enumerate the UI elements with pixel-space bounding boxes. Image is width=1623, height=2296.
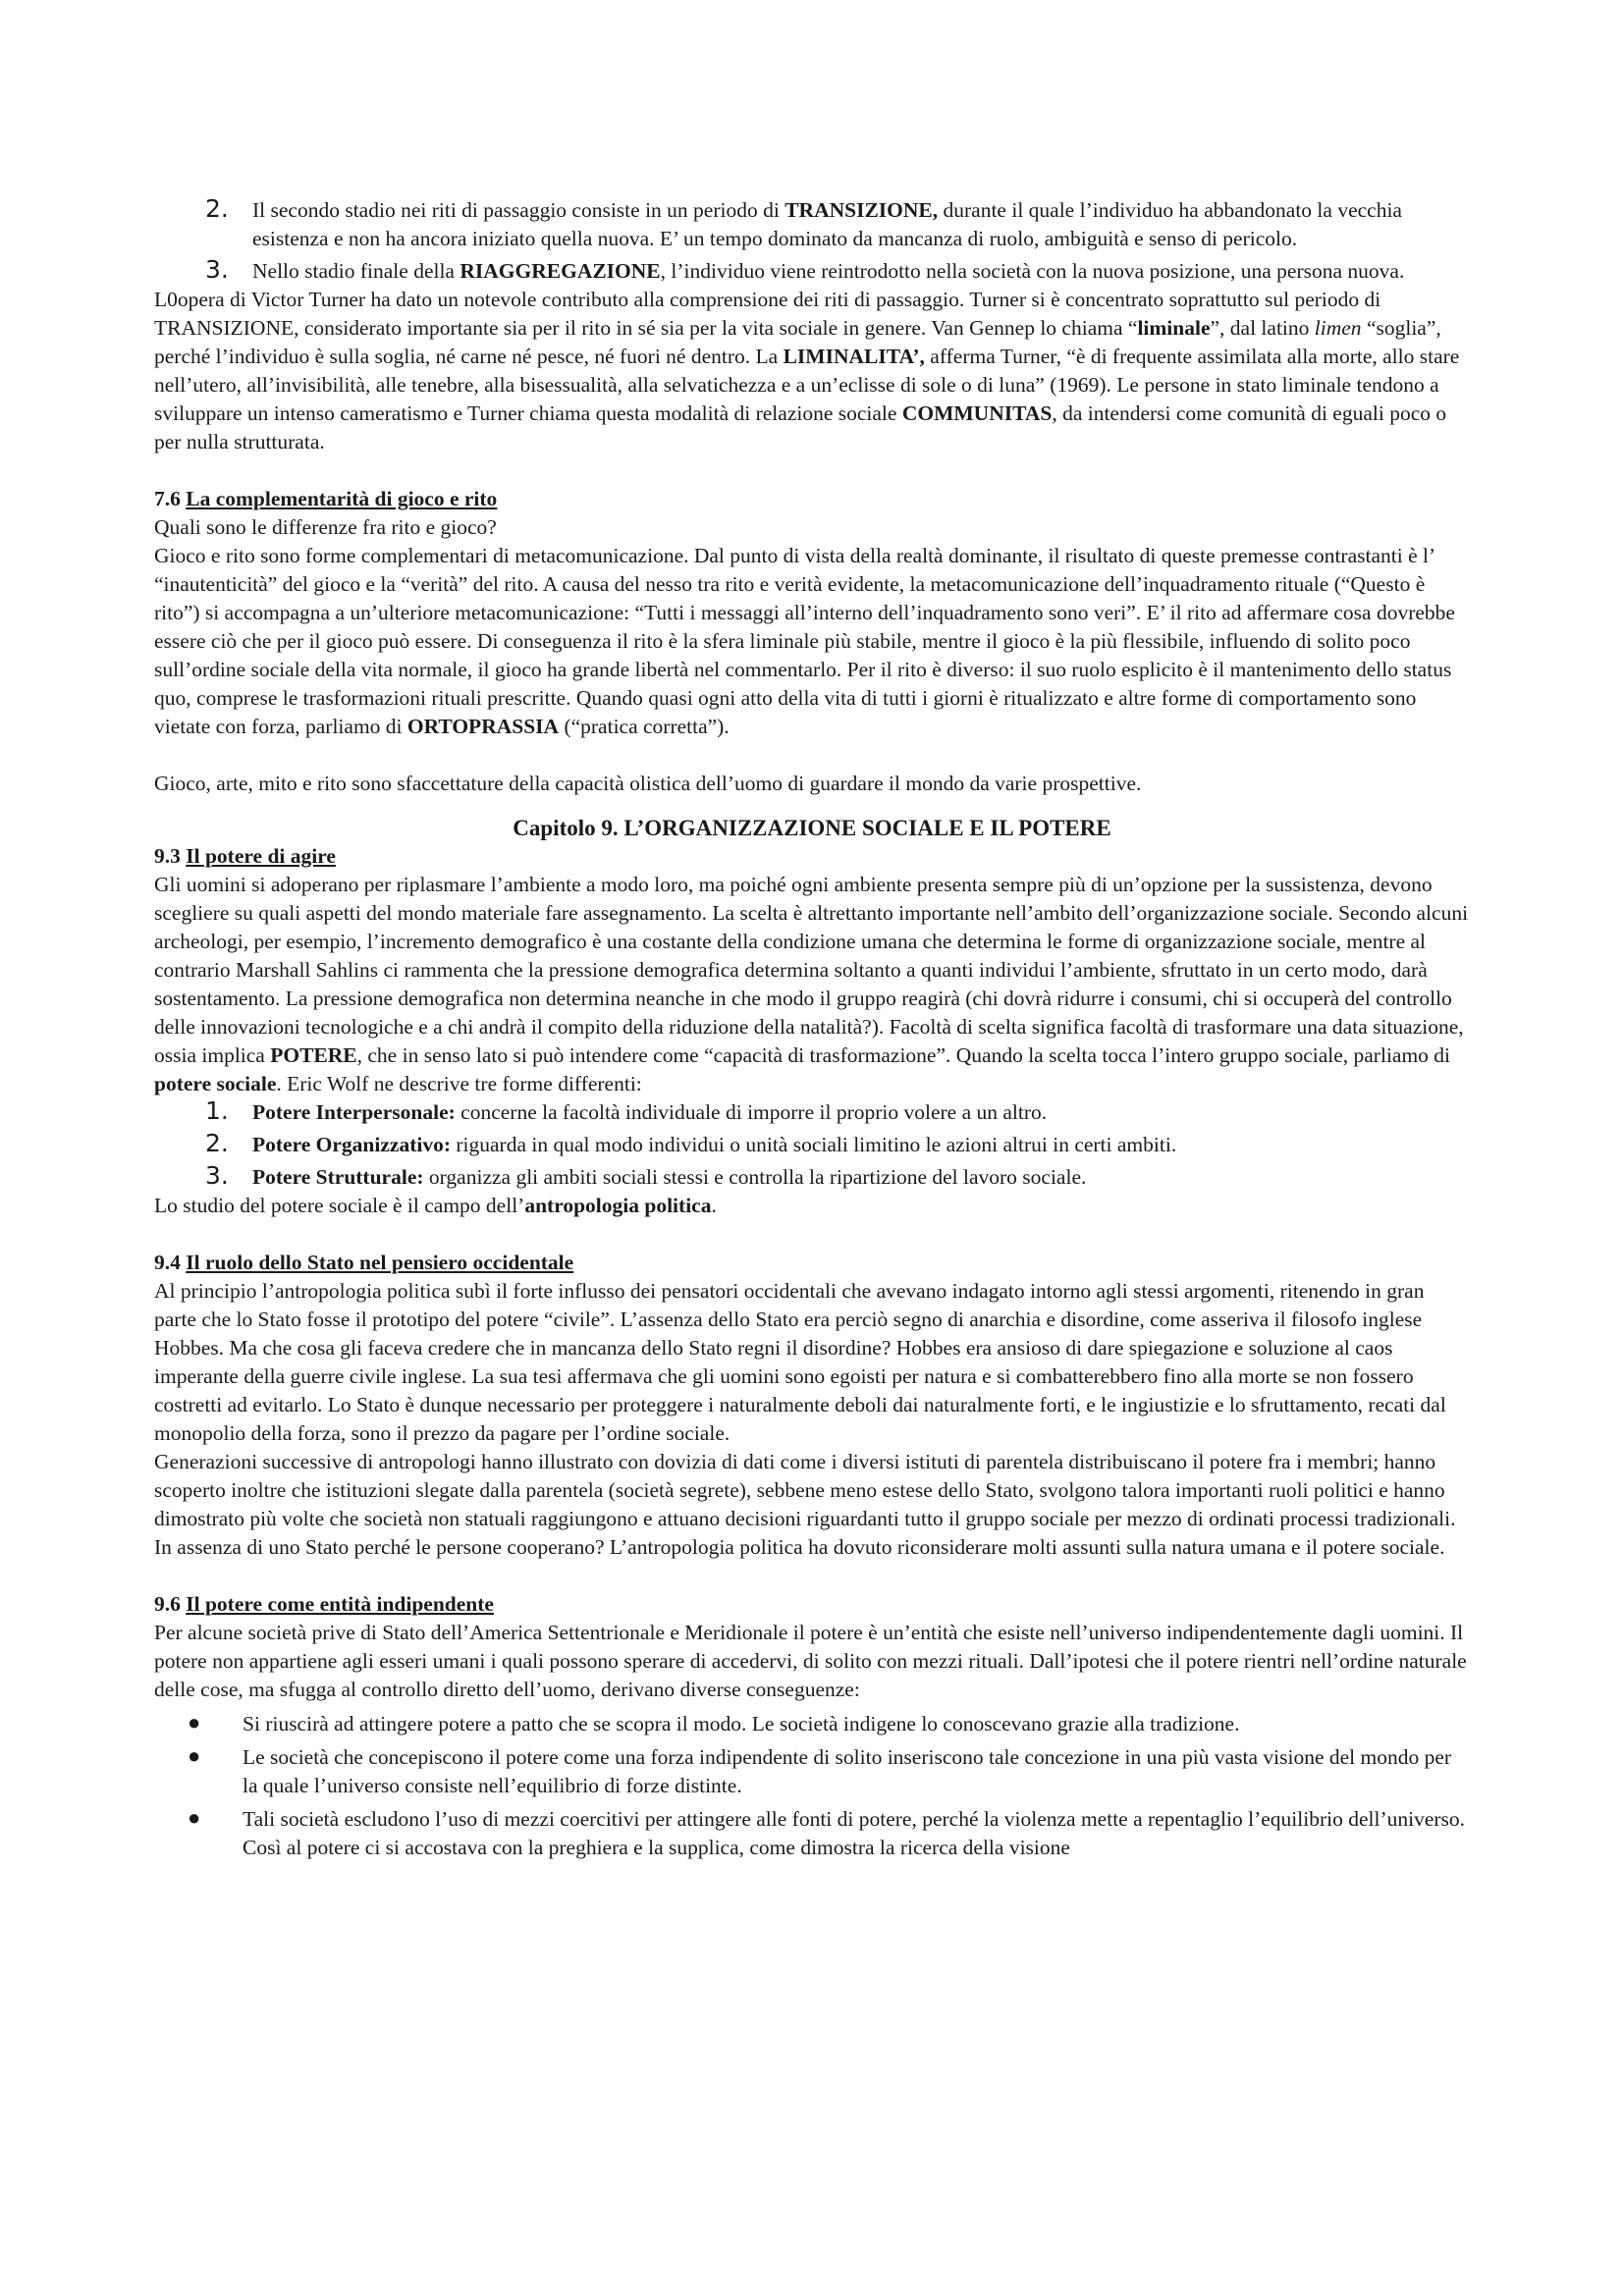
paragraph-hobbes: Al principio l’antropologia politica subì il forte influsso dei pensatori occidentali che avevano indagato intorno agli stessi argomenti, ritenendo in gran parte che lo Stato fosse il prototipo del potere “civile”. L’assenza dello Stato era perciò segno di anarchia e disordine, come asseriva il filosofo inglese Hobbes. Ma che cosa gli faceva credere che in mancanza dello Stato regni il disordine? Hobbes era ansioso di dare spiegazione e soluzione al caos imperante della guerre civile inglese. La sua tesi affermava che gli uomini sono egoisti per natura e si combatterebbero fino alla morte se non fossero costretti ad evitarlo. Lo Stato è dunque necessario per proteggere i naturalmente deboli dai naturalmente forti, e le ingiustizie e lo sfruttamento, recati dal monopolio della forza, sono il prezzo da pagare per l’ordine sociale. [154,1279,1446,1445]
list-item: 2. Il secondo stadio nei riti di passaggio consiste in un periodo di TRANSIZIONE, durante il quale l’individuo ha abbandonato la vecchia esistenza e non ha ancora iniziato quella nuova. E’ un tempo dominato da mancanza di ruolo, ambiguità e senso di pericolo. [205,194,1402,250]
section-heading-9-6: 9.6 Il potere come entità indipendente [154,1592,494,1616]
bullet-item: ● Tali società escludono l’uso di mezzi coercitivi per attingere alle fonti di potere, perché la violenza mette a repentaglio l’equilibrio dell’universo. Così al potere ci si accostava con la preghiera e la supplica, come dimostra la ricerca della visione [188,1805,1466,1859]
list-number: 2. [205,194,229,223]
list-number: 3. [205,255,229,284]
paragraph-potere-agire: Gli uomini si adoperano per riplasmare l’ambiente a modo loro, ma poiché ogni ambiente presenta sempre più di un’opzione per la sussistenza, devono scegliere su quali aspetti del mondo materiale fare assegnamento. La scelta è altrettanto importante nell’ambito dell’organizzazione sociale. Secondo alcuni archeologi, per esempio, l’incremento demografico è una costante della condizione umana che determina le forme di organizzazione sociale, mentre al contrario Marshall Sahlins ci rammenta che la pressione demografica determina soltanto a quanti individui l’ambiente, sfruttato in un certo modo, darà sostentamento. La pressione demografica non determina neanche in che modo il gruppo reagirà (chi dovrà ridurre i consumi, chi si occuperà del controllo delle innovazioni tecnologiche e a chi andrà il compito della riduzione della natalità?). Facoltà di scelta significa facoltà di trasformare una data situazione, ossia implica POTERE, che in senso lato si può intendere come “capacità di trasformazione”. Quando la scelta tocca l’intero gruppo sociale, parliamo di potere sociale. Eric Wolf ne descrive tre forme differenti: [154,873,1469,1095]
paragraph-generazioni: Generazioni successive di antropologi hanno illustrato con dovizia di dati come i diversi istituti di parentela distribuiscano il potere fra i membri; hanno scoperto inoltre che istituzioni slegate dalla parentela (società segrete), sebbene meno estese dello Stato, svolgono talora importanti ruoli politici e hanno dimostrato più volte che società non statuali raggiungono e attuano decisioni riguardanti tutto il gruppo sociale per mezzo di ordinati processi tradizionali. In assenza di uno Stato perché le persone cooperano? L’antropologia politica ha dovuto riconsiderare molti assunti sulla natura umana e il potere sociale. [154,1450,1456,1559]
list-number: 3. [205,1161,229,1190]
power-forms-list [154,1098,1470,1192]
bullet-item: ● Le società che concepiscono il potere come una forza indipendente di solito inseriscono tale concezione in una più vasta visione del mondo per la quale l’universo consiste nell’equilibrio di forze distinte. [188,1743,1452,1797]
bullet-item: ● Si riuscirà ad attingere potere a patto che se scopra il modo. Le società indigene lo conoscevano grazie alla tradizione. [188,1710,1240,1735]
chapter-title: Capitolo 9. L’ORGANIZZAZIONE SOCIALE E IL POTERE [513,816,1111,840]
paragraph-gioco-rito: Gioco e rito sono forme complementari di metacomunicazione. Dal punto di vista della realtà dominante, il risultato di queste premesse contrastanti è l’ “inautenticità” del gioco e la “verità” del rito. A causa del nesso tra rito e verità evidente, la metacomunicazione dell’inquadramento rituale (“Questo è rito”) si accompagna a un’ulteriore metacomunicazione: “Tutti i messaggi all’interno dell’inquadramento sono veri”. E’ il rito ad affermare cosa dovrebbe essere ciò che per il gioco può essere. Di conseguenza il rito è la sfera liminale più stabile, mentre il gioco è la più flessibile, influendo di solito poco sull’ordine sociale della vita normale, il gioco ha grande libertà nel commentarlo. Per il rito è diverso: il suo ruolo esplicito è il mantenimento dello status quo, comprese le trasformazioni rituali prescritte. Quando quasi ogni atto della vita di tutti i giorni è ritualizzato e altre forme di comportamento sono vietate con forza, parliamo di ORTOPRASSIA (“pratica corretta”). [154,544,1455,738]
section-heading-7-6: 7.6 La complementarità di gioco e rito [154,487,498,510]
paragraph-turner: L0opera di Victor Turner ha dato un notevole contributo alla comprensione dei riti di passaggio. Turner si è concentrato soprattutto sul periodo di TRANSIZIONE, considerato importante sia per il rito in sé sia per la vita sociale in genere. Van Gennep lo chiama “liminale”, dal latino limen “soglia”, perché l’individuo è sulla soglia, né carne né pesce, né fuori né dentro. La LIMINALITA’, afferma Turner, “è di frequente assimilata alla morte, allo stare nell’utero, all’invisibilità, alle tenebre, alla bisessualità, alla selvatichezza e a un’eclisse di sole o di luna” (1969). Le persone in stato liminale tendono a sviluppare un intenso cameratismo e Turner chiama questa modalità di relazione sociale COMMUNITAS, da intendersi come comunità di eguali poco o per nulla strutturata. [154,288,1460,454]
bullet-icon: ● [188,1743,201,1768]
paragraph-potere-entita: Per alcune società prive di Stato dell’America Settentrionale e Meridionale il potere è un’entità che esiste nell’universo indipendentemente dagli uomini. Il potere non appartiene agli esseri umani i quali possono sperare di accedervi, di solito con mezzi rituali. Dall’ipotesi che il potere rientri nell’ordine naturale delle cose, ma sfugga al controllo diretto dell’uomo, derivano diverse conseguenze: [154,1621,1467,1701]
bullet-icon: ● [188,1805,201,1830]
document-page [154,196,1470,1867]
list-item: 3. Potere Strutturale: organizza gli ambiti sociali stessi e controlla la ripartizione del lavoro sociale. [205,1161,1087,1190]
section-heading-9-4: 9.4 Il ruolo dello Stato nel pensiero occidentale [154,1251,574,1274]
stage-list [154,196,1470,286]
section-heading-9-3: 9.3 Il potere di agire [154,844,336,868]
paragraph-sfaccettature: Gioco, arte, mito e rito sono sfaccettature della capacità olistica dell’uomo di guardare il mondo da varie prospettive. [154,772,1142,795]
list-item: 2. Potere Organizzativo: riguarda in qual modo individui o unità sociali limitino le azioni altrui in certi ambiti. [205,1129,1177,1157]
list-item: 1. Potere Interpersonale: concerne la facoltà individuale di imporre il proprio volere a un altro. [205,1096,1048,1125]
list-item: 3. Nello stadio finale della RIAGGREGAZIONE, l’individuo viene reintrodotto nella società con la nuova posizione, una persona nuova. [205,255,1405,284]
paragraph-antropologia-politica: Lo studio del potere sociale è il campo dell’antropologia politica. [154,1194,717,1217]
consequences-list [154,1710,1470,1862]
list-number: 2. [205,1129,229,1157]
list-number: 1. [205,1096,229,1125]
bullet-icon: ● [188,1710,201,1735]
section-question: Quali sono le differenze fra rito e gioco? [154,515,497,539]
